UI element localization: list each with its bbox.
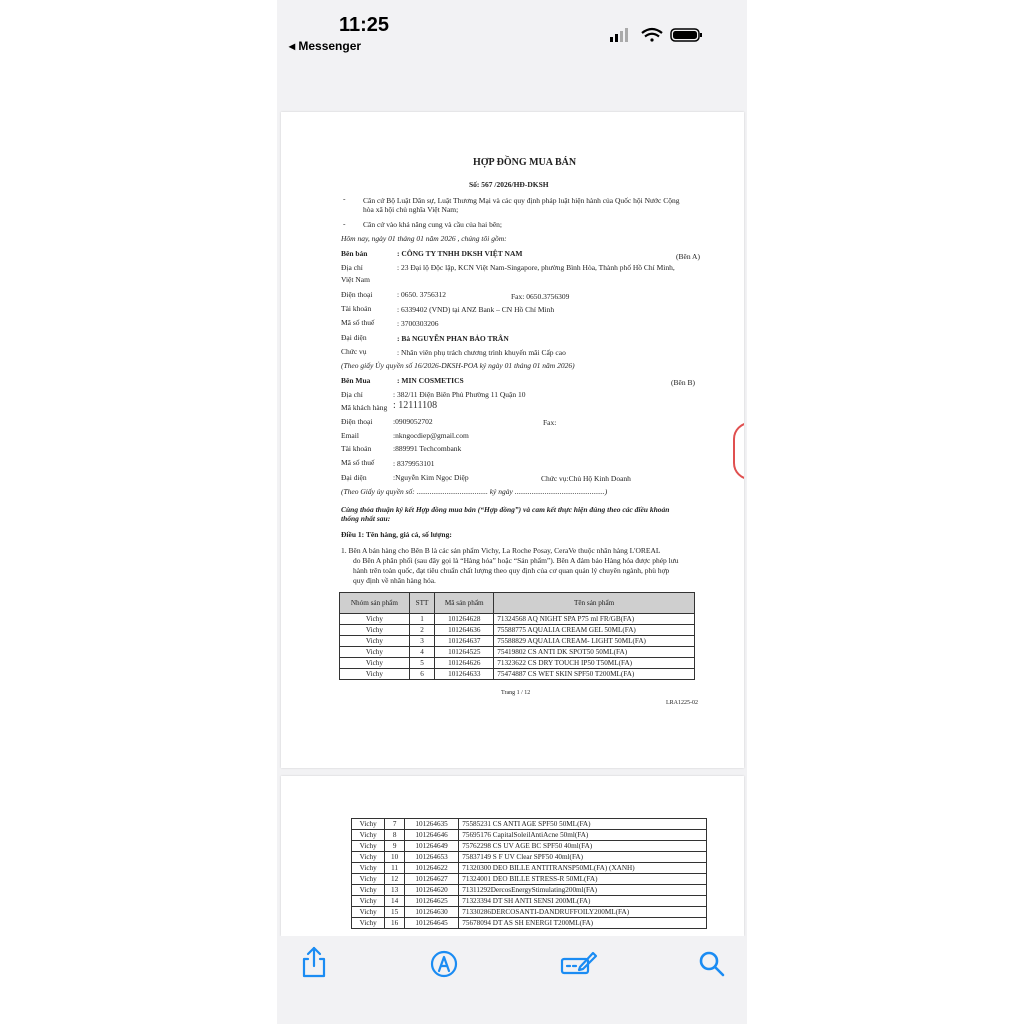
cell-name: 71323394 DT SH ANTI SENSI 200ML(FA): [459, 896, 707, 907]
table-row: [352, 874, 707, 885]
buyer-account: :889991 Techcombank: [393, 444, 462, 453]
seller-poa: (Theo giấy Ủy quyền số 16/2026-DKSH-POA ký ngày 01 tháng 01 năm 2026): [341, 361, 575, 370]
buyer-poa: (Theo Giấy ủy quyền số: ...................................... ký ngày ................................................): [341, 487, 608, 496]
cell-name: 71320300 DEO BILLE ANTITRANSP50ML(FA) (XANH): [459, 863, 707, 874]
seller-position: : Nhân viên phụ trách chương trình khuyến mãi Cấp cao: [397, 348, 566, 357]
buyer-label: Bên Mua: [341, 376, 371, 385]
cell-name: 71311292DercosEnergyStimulating200ml(FA): [459, 885, 707, 896]
cell-group: Vichy: [340, 658, 410, 669]
buyer-email-label: Email: [341, 431, 359, 440]
buyer-address-label: Địa chỉ: [341, 390, 363, 399]
cell-stt: 11: [385, 863, 405, 874]
table-row: [340, 669, 695, 680]
cell-name: 75837149 S F UV Clear SPF50 40ml(FA): [459, 852, 707, 863]
cell-stt: 2: [409, 625, 435, 636]
bullet: -: [343, 219, 346, 228]
column-header-stt: STT: [409, 593, 435, 614]
cell-code: 101264635: [404, 819, 458, 830]
agreement-line-2: thống nhất sau:: [341, 514, 391, 523]
legal-basis-1: Căn cứ Bộ Luật Dân sự, Luật Thương Mại và các quy định pháp luật hiện hành của Quốc hội Nước Cộng: [363, 196, 680, 205]
status-bar: [277, 0, 747, 62]
seller-account-label: Tài khoản: [341, 304, 372, 313]
cell-code: 101264645: [404, 918, 458, 929]
buyer-rep-label: Đại diện: [341, 473, 367, 482]
table-row: [340, 658, 695, 669]
cell-stt: 15: [385, 907, 405, 918]
table-row: [340, 647, 695, 658]
cell-name: 75474887 CS WET SKIN SPF50 T200ML(FA): [494, 669, 695, 680]
buyer-account-label: Tài khoản: [341, 444, 372, 453]
signature-icon: [560, 947, 598, 981]
seller-name: : CÔNG TY TNHH DKSH VIỆT NAM: [397, 249, 523, 258]
cell-code: 101264653: [404, 852, 458, 863]
cell-name: 75762298 CS UV AGE BC SPF50 40ml(FA): [459, 841, 707, 852]
seller-label: Bên bán: [341, 249, 368, 258]
table-row: [352, 885, 707, 896]
cell-code: 101264646: [404, 830, 458, 841]
buyer-rep: :Nguyễn Kim Ngọc Diệp: [393, 473, 469, 482]
cell-code: 101264649: [404, 841, 458, 852]
clause-1-line-2: do Bên A phân phối (sau đây gọi là “Hàng hóa” hoặc “Sản phẩm”). Bên A đảm bảo Hàng hóa được phép lưu: [353, 556, 679, 565]
page-footer-number: Trang 1 / 12: [501, 690, 531, 696]
bottom-toolbar: [277, 936, 747, 1024]
cell-code: 101264525: [435, 647, 494, 658]
cell-code: 101264625: [404, 896, 458, 907]
cell-stt: 10: [385, 852, 405, 863]
cell-stt: 1: [409, 614, 435, 625]
cell-code: 101264637: [435, 636, 494, 647]
product-table-page-1: [339, 592, 695, 680]
table-row: [352, 907, 707, 918]
cell-group: Vichy: [352, 885, 385, 896]
back-to-messenger-link[interactable]: ◂ Messenger: [289, 39, 362, 53]
wifi-icon: [642, 29, 662, 42]
status-icons: [610, 26, 710, 44]
buyer-address: : 382/11 Điện Biên Phủ Phường 11 Quận 10: [393, 390, 526, 399]
markup-icon: [427, 947, 461, 981]
battery-icon: [671, 29, 702, 41]
signal-icon: [610, 28, 628, 42]
cell-code: 101264620: [404, 885, 458, 896]
cell-group: Vichy: [340, 625, 410, 636]
seller-fax: Fax: 0650.3756309: [511, 292, 570, 301]
buyer-phone: :0909052702: [393, 417, 433, 426]
clause-1-line-3: hành trên toàn quốc, đạt tiêu chuẩn chất lượng theo quy định của cơ quan quản lý chuyên ngành, phù hợp: [353, 566, 670, 575]
cell-group: Vichy: [340, 614, 410, 625]
cell-stt: 7: [385, 819, 405, 830]
cell-code: 101264626: [435, 658, 494, 669]
annotate-button[interactable]: [560, 947, 594, 981]
table-row: [352, 852, 707, 863]
cell-stt: 9: [385, 841, 405, 852]
cell-name: 75588829 AQUALIA CREAM- LIGHT 50ML(FA): [494, 636, 695, 647]
cell-group: Vichy: [340, 647, 410, 658]
buyer-customer-code: : 12111108: [393, 400, 438, 411]
buyer-phone-label: Điện thoại: [341, 417, 373, 426]
cell-stt: 4: [409, 647, 435, 658]
cell-group: Vichy: [352, 907, 385, 918]
table-row: [352, 918, 707, 929]
column-header-code: Mã sản phẩm: [435, 593, 494, 614]
table-row: [352, 841, 707, 852]
table-row: [352, 863, 707, 874]
seller-phone: : 0650. 3756312: [397, 290, 446, 299]
cell-stt: 14: [385, 896, 405, 907]
seller-address: : 23 Đại lộ Độc lập, KCN Việt Nam-Singapore, phường Bình Hòa, Thành phố Hồ Chí Minh,: [397, 263, 675, 272]
phone-screen: [277, 0, 747, 1024]
cell-name: 71323622 CS DRY TOUCH IP50 T50ML(FA): [494, 658, 695, 669]
cell-group: Vichy: [352, 896, 385, 907]
seller-tax-label: Mã số thuế: [341, 318, 375, 327]
bullet: -: [343, 194, 346, 203]
cell-group: Vichy: [352, 841, 385, 852]
cell-group: Vichy: [340, 669, 410, 680]
status-time: 11:25: [339, 14, 390, 36]
buyer-name: : MIN COSMETICS: [397, 376, 464, 385]
cell-group: Vichy: [352, 830, 385, 841]
cell-name: 71324568 AQ NIGHT SPA P75 ml FR/GB(FA): [494, 614, 695, 625]
buyer-position: Chức vụ:Chủ Hộ Kinh Doanh: [541, 474, 631, 483]
table-row: [340, 614, 695, 625]
cell-code: 101264628: [435, 614, 494, 625]
cell-name: 75585231 CS ANTI AGE SPF50 50ML(FA): [459, 819, 707, 830]
buyer-tax: : 8379953101: [393, 459, 435, 468]
buyer-tax-label: Mã số thuế: [341, 458, 375, 467]
table-row: [340, 625, 695, 636]
cell-group: Vichy: [352, 863, 385, 874]
seller-address-label: Địa chỉ: [341, 263, 363, 272]
cell-code: 101264636: [435, 625, 494, 636]
cell-code: 101264630: [404, 907, 458, 918]
legal-basis-1b: hòa xã hội chủ nghĩa Việt Nam;: [363, 205, 459, 214]
buyer-party: (Bên B): [671, 378, 695, 387]
agreement-line-1: Cùng thỏa thuận ký kết Hợp đồng mua bán (“Hợp đồng”) và cam kết thực hiện đúng theo các điều khoản: [341, 505, 670, 514]
buyer-email: :nkngocdiep@gmail.com: [393, 431, 469, 440]
seller-address-2: Việt Nam: [341, 275, 370, 284]
cell-stt: 12: [385, 874, 405, 885]
cell-stt: 5: [409, 658, 435, 669]
pdf-page-1[interactable]: [281, 112, 744, 768]
cell-group: Vichy: [352, 874, 385, 885]
share-icon: [297, 945, 331, 979]
cell-name: 71324001 DEO BILLE STRESS-R 50ML(FA): [459, 874, 707, 885]
red-stamp-mark: [733, 422, 744, 480]
seller-rep: : Bà NGUYỄN PHAN BẢO TRÂN: [397, 334, 509, 343]
column-header-name: Tên sản phẩm: [494, 593, 695, 614]
seller-party: (Bên A): [676, 252, 700, 261]
cell-group: Vichy: [352, 918, 385, 929]
cell-group: Vichy: [352, 852, 385, 863]
cell-name: 75678094 DT AS SH ENERGI T200ML(FA): [459, 918, 707, 929]
cell-code: 101264622: [404, 863, 458, 874]
table-row: [352, 896, 707, 907]
pdf-page-2[interactable]: [281, 776, 744, 936]
seller-rep-label: Đại diện: [341, 333, 367, 342]
seller-account: : 6339402 (VND) tại ANZ Bank – CN Hồ Chí Minh: [397, 305, 555, 314]
table-row: [352, 819, 707, 830]
cell-name: 71330286DERCOSANTI-DANDRUFFOILY200ML(FA): [459, 907, 707, 918]
today-line: Hôm nay, ngày 01 tháng 01 năm 2026 , chúng tôi gồm:: [341, 234, 507, 243]
buyer-fax: Fax:: [543, 418, 557, 427]
buyer-customer-label: Mã khách hàng: [341, 403, 388, 412]
table-row: [340, 636, 695, 647]
cell-name: 75419802 CS ANTI DK SPOT50 50ML(FA): [494, 647, 695, 658]
article-1-heading: Điều 1: Tên hàng, giá cả, số lượng:: [341, 530, 452, 539]
table-row: [352, 830, 707, 841]
seller-phone-label: Điện thoại: [341, 290, 373, 299]
cell-stt: 6: [409, 669, 435, 680]
nav-bar: [277, 62, 747, 108]
cell-stt: 8: [385, 830, 405, 841]
markup-button[interactable]: [427, 947, 461, 981]
table-header-row: [340, 593, 695, 614]
search-icon: [695, 947, 729, 981]
clause-1-line-4: quy định về nhãn hàng hóa.: [353, 576, 436, 585]
seller-position-label: Chức vụ: [341, 347, 367, 356]
cell-group: Vichy: [340, 636, 410, 647]
cell-name: 75695176 CapitalSoleilAntiAcne 50ml(FA): [459, 830, 707, 841]
contract-number: Số: 567 /2026/HĐ-DKSH: [469, 180, 549, 189]
cell-code: 101264633: [435, 669, 494, 680]
contract-title: HỢP ĐỒNG MUA BÁN: [473, 157, 577, 168]
cell-stt: 16: [385, 918, 405, 929]
cell-name: 75588775 AQUALIA CREAM GEL 50ML(FA): [494, 625, 695, 636]
cell-code: 101264627: [404, 874, 458, 885]
cell-stt: 3: [409, 636, 435, 647]
clause-1-line-1: 1. Bên A bán hàng cho Bên B là các sản phẩm Vichy, La Roche Posay, CeraVe thuộc nhãn hàng L'OREAL: [341, 546, 661, 555]
search-button[interactable]: [695, 947, 729, 981]
legal-basis-2: Căn cứ vào khả năng cung và cầu của hai bên;: [363, 220, 503, 229]
page-footer-code: LRA1225-02: [666, 700, 698, 706]
cell-stt: 13: [385, 885, 405, 896]
column-header-group: Nhóm sản phẩm: [340, 593, 410, 614]
product-table-page-2: [351, 818, 707, 929]
cell-group: Vichy: [352, 819, 385, 830]
share-button[interactable]: [297, 945, 331, 979]
seller-tax: : 3700303206: [397, 319, 439, 328]
